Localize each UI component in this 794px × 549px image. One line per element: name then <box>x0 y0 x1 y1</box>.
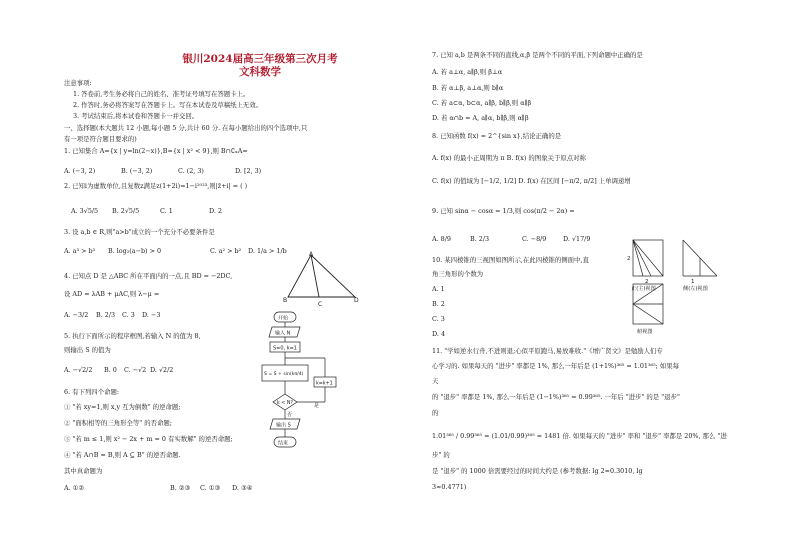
question-11-line: 的 "退步" 率都是 1%, 那么一年后是 (1−1%)³⁶⁵ = 0.99³⁶⁵. 一年后 "进步" 的是 "退步" <box>432 393 680 401</box>
q10-option-c: C. 3 <box>432 315 445 323</box>
q1-option-d: D. [2, 3) <box>235 167 262 175</box>
question-5-line-1: 5. 执行下面所示的程序框图,若输入 N 的值为 8, <box>64 332 201 340</box>
question-11-line: 1.01³⁶⁵ / 0.99³⁶⁵ = (1.01/0.99)³⁶⁵ ≈ 1481 倍. 如果每天的 "进步" 率和 "退步" 率都是 20%, 那么 "进 <box>432 432 727 440</box>
front-view-label: 正(主)视图 <box>631 286 656 292</box>
question-10-line-1: 10. 某四棱锥的三视图如图所示,在此四棱锥的侧面中,直 <box>432 256 589 264</box>
q6-option-b: B. ②③ <box>170 484 191 492</box>
q3-option-b: B. log₂(a−b) > 0 <box>108 247 162 255</box>
notes-item: 2. 作答时,务必将答案写在答题卡上。写在本试卷及草稿纸上无效。 <box>73 101 263 109</box>
q6-ask: 其中真命题为 <box>64 467 103 475</box>
flow-output: 输出 S <box>276 422 291 429</box>
three-views-figure <box>625 236 735 336</box>
q7-option-b: B. 若 α⊥β, a⊥α,则 b∥α <box>432 84 504 92</box>
top-view-label: 俯视图 <box>637 329 653 335</box>
notes-heading: 注意事项: <box>64 79 92 87</box>
notes-item: 3. 考试结束后,将本试卷和答题卡一并交回。 <box>73 112 199 120</box>
question-11-line: 是 "退步" 的 1000 倍需要经过的时间大约是 (参考数据: lg 2≈0.3010, lg <box>432 467 643 475</box>
q10-option-a: A. 1 <box>432 285 445 293</box>
q7-option-d: D. 若 α∩b = A, a∥α, b∥β,则 α∥β <box>432 114 529 122</box>
q7-option-a: A. 若 a⊥α, a∥β,则 β⊥α <box>432 68 503 76</box>
triangle-figure <box>278 250 368 310</box>
view-dim-depth: 1 <box>691 279 695 285</box>
q3-option-a: A. a³ > b³ <box>64 247 96 255</box>
question-11-line: 心学习的. 如果每天的 "进步" 率都是 1%, 那么一年后是 (1+1%)³⁶⁵ = 1.01³⁶⁵; 如果每 <box>432 362 679 370</box>
q7-option-c: C. 若 a⊂α, b⊂α, a∥β, b∥β,则 α∥β <box>432 99 532 107</box>
q4-option-b: B. 2/3 <box>96 311 116 319</box>
question-4-line-1: 4. 已知点 D 是 △ABC 所在平面内的一点,且 BD = −2DC, <box>64 272 233 280</box>
question-11-line: 步" 的 <box>432 451 450 459</box>
q1-option-a: A. (−3, 2) <box>64 167 96 175</box>
q2-option-a: A. 3√5/5 <box>71 207 99 215</box>
q3-option-c: C. a² > b² <box>210 247 242 255</box>
triangle-label-b: B <box>283 297 288 304</box>
side-view-label: 侧(左)视图 <box>683 286 708 292</box>
q4-option-c: C. 3 <box>122 311 135 319</box>
question-11-line: 的 <box>432 409 439 417</box>
question-7: 7. 已知 a,b 是两条不同的直线,α,β 是两个不同的平面,下列命题中正确的是 <box>432 51 643 59</box>
q8-options-cd: C. f(x) 的值域为 [−1/2, 1/2] D. f(x) 在区间 [−π/2, π/2] 上单调递增 <box>432 177 631 185</box>
view-dim-height: 2 <box>627 256 631 262</box>
q6-option-d: D. ③④ <box>232 484 253 492</box>
q4-option-d: D. −3 <box>142 311 161 319</box>
q4-option-a: A. −3/2 <box>64 311 89 319</box>
question-10-line-2: 角三角形的个数为 <box>432 270 484 278</box>
section-intro: 有一项是符合题目要求的) <box>64 135 137 143</box>
question-5-line-2: 则输出 S 的值为 <box>64 346 111 354</box>
flow-init: S=0, k=1 <box>273 345 297 352</box>
question-4-line-2: 设 AD = λAB + μAC,则 λ−μ = <box>64 290 160 298</box>
q5-option-c: C. −√2 <box>124 366 147 374</box>
question-6: 6. 有下列四个命题: <box>64 388 120 396</box>
q5-option-d: D. √2/2 <box>150 366 174 374</box>
question-11-line: 11. "学如逆水行舟,不进则退;心似平原跑马,易放难收."《增广贤文》是勉励人们专 <box>432 347 663 355</box>
flow-start: 开始 <box>278 315 289 322</box>
q9-option-c: C. −8/9 <box>522 235 547 243</box>
question-11-line: 天 <box>432 377 439 385</box>
flow-no: 否 <box>287 412 293 418</box>
q6-item: ② "面积相等的三角形全等" 的否命题; <box>64 419 172 427</box>
q3-option-d: D. 1/a > 1/b <box>248 247 287 255</box>
q6-item: ④ "若 A∩B = B,则 A ⊆ B" 的逆否命题. <box>64 451 181 459</box>
q2-option-b: B. 2√5/5 <box>112 207 140 215</box>
flow-incr: k=k+1 <box>316 381 333 387</box>
view-dim-width: 2 <box>645 279 649 285</box>
q5-option-a: A. −√2/2 <box>64 366 93 374</box>
triangle-label-d: D <box>354 297 359 304</box>
q8-options-ab: A. f(x) 的最小正周期为 π B. f(x) 的图象关于原点对称 <box>432 154 586 162</box>
question-3: 3. 设 a,b ∈ R,则"a>b"成立的一个充分不必要条件是 <box>64 228 215 236</box>
q6-item: ③ "若 m ≤ 1,则 x² − 2x + m = 0 有实数解" 的逆否命题; <box>64 435 233 443</box>
question-1: 1. 已知集合 A={x | y=ln(2−x)},B={x | x² < 9},则 B∩∁ₓA= <box>64 147 248 155</box>
question-2: 2. 已知i为虚数单位,且复数z满足z(1+2i)=1−i²⁰²³,则|z̄+i| = ( ) <box>64 182 248 190</box>
q6-option-a: A. ①② <box>64 484 85 492</box>
q1-option-c: C. (2, 3) <box>178 167 204 175</box>
exam-title: 银川2024届高三年级第三次月考 <box>182 53 338 65</box>
triangle-label-a: A <box>309 251 314 258</box>
q9-option-d: D. √17/9 <box>563 235 591 243</box>
flow-cond: k < N? <box>277 401 293 406</box>
q6-option-c: C. ①③ <box>200 484 221 492</box>
triangle-label-c: C <box>318 301 323 308</box>
flowchart <box>252 310 342 470</box>
q1-option-b: B. (−3, 2) <box>121 167 153 175</box>
flow-end: 结束 <box>278 440 289 447</box>
q9-option-b: B. 2/3 <box>470 235 490 243</box>
q2-option-d: D. 2 <box>209 207 223 215</box>
section-intro: 一、选择题(本大题共 12 小题,每小题 5 分,共计 60 分. 在每小题给出的四个选项中,只 <box>64 124 308 132</box>
flow-input: 输入 N <box>275 330 291 337</box>
flow-compute: S = S + sin(kπ/4) <box>264 372 304 377</box>
question-8: 8. 已知函数 f(x) = 2^{sin x},结论正确的是 <box>432 132 562 140</box>
flow-yes: 是 <box>314 403 320 409</box>
question-11-line: 3≈0.4771) <box>432 483 467 491</box>
q9-option-a: A. 8/9 <box>432 235 451 243</box>
q5-option-b: B. 0 <box>104 366 117 374</box>
q10-option-d: D. 4 <box>432 330 446 338</box>
question-9: 9. 已知 sinα − cosα = 1/3,则 cos(π/2 − 2α) = <box>432 207 575 215</box>
q2-option-c: C. 1 <box>160 207 173 215</box>
notes-item: 1. 答卷前,考生务必将自己的姓名、准考证号填写在答题卡上。 <box>73 90 250 98</box>
q10-option-b: B. 2 <box>432 300 445 308</box>
exam-subject: 文科数学 <box>239 66 281 78</box>
q6-item: ① "若 xy=1,则 x,y 互为倒数" 的逆命题; <box>64 403 181 411</box>
